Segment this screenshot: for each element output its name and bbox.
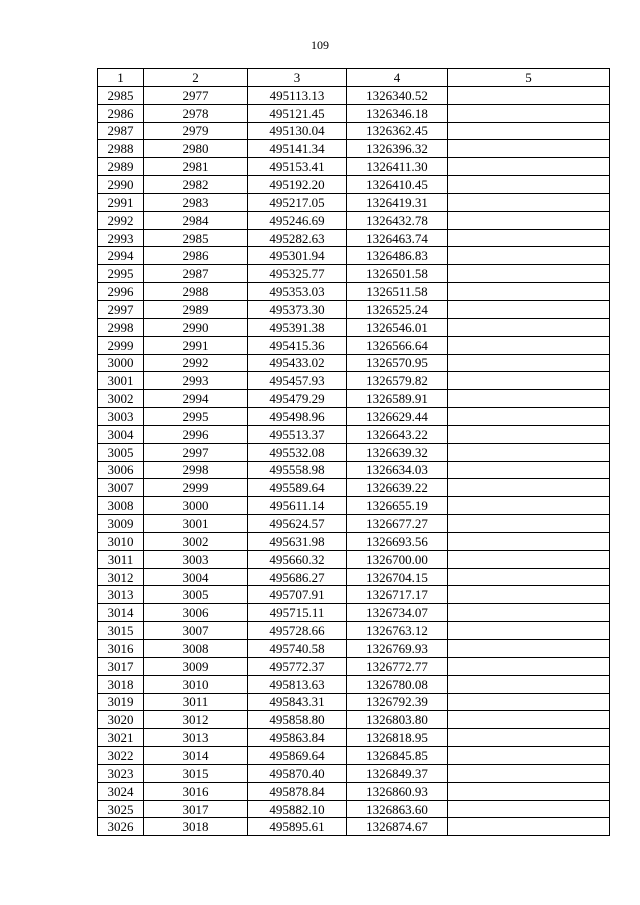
- y-coordinate-cell: 1326818.95: [347, 729, 448, 747]
- x-coordinate-cell: 495532.08: [248, 443, 347, 461]
- note-cell: [448, 211, 610, 229]
- header-row: [98, 69, 610, 87]
- y-coordinate-cell: 1326396.32: [347, 140, 448, 158]
- row-number-cell: 3016: [98, 640, 144, 658]
- row-number-cell: 2995: [98, 265, 144, 283]
- row-number-cell: 3014: [98, 604, 144, 622]
- row-number-cell: 2991: [98, 193, 144, 211]
- table-row: [98, 568, 610, 586]
- table-row: [98, 782, 610, 800]
- table-row: [98, 443, 610, 461]
- point-number-cell: 2981: [144, 158, 248, 176]
- y-coordinate-cell: 1326734.07: [347, 604, 448, 622]
- point-number-cell: 2979: [144, 122, 248, 140]
- note-cell: [448, 443, 610, 461]
- note-cell: [448, 461, 610, 479]
- y-coordinate-cell: 1326501.58: [347, 265, 448, 283]
- point-number-cell: 2989: [144, 300, 248, 318]
- point-number-cell: 3000: [144, 497, 248, 515]
- y-coordinate-cell: 1326629.44: [347, 408, 448, 426]
- note-cell: [448, 265, 610, 283]
- table-row: [98, 372, 610, 390]
- row-number-cell: 3000: [98, 354, 144, 372]
- x-coordinate-cell: 495153.41: [248, 158, 347, 176]
- y-coordinate-cell: 1326845.85: [347, 747, 448, 765]
- table-row: [98, 229, 610, 247]
- row-number-cell: 3021: [98, 729, 144, 747]
- point-number-cell: 3010: [144, 675, 248, 693]
- point-number-cell: 2985: [144, 229, 248, 247]
- point-number-cell: 2993: [144, 372, 248, 390]
- note-cell: [448, 764, 610, 782]
- table-row: [98, 354, 610, 372]
- note-cell: [448, 532, 610, 550]
- x-coordinate-cell: 495589.64: [248, 479, 347, 497]
- x-coordinate-cell: 495707.91: [248, 586, 347, 604]
- note-cell: [448, 300, 610, 318]
- x-coordinate-cell: 495728.66: [248, 622, 347, 640]
- x-coordinate-cell: 495391.38: [248, 318, 347, 336]
- page-number: 109: [311, 38, 329, 52]
- point-number-cell: 3014: [144, 747, 248, 765]
- x-coordinate-cell: 495843.31: [248, 693, 347, 711]
- header-cell-5: 5: [448, 69, 610, 87]
- note-cell: [448, 336, 610, 354]
- y-coordinate-cell: 1326769.93: [347, 640, 448, 658]
- y-coordinate-cell: 1326419.31: [347, 193, 448, 211]
- table-body: [98, 86, 610, 835]
- row-number-cell: 3003: [98, 408, 144, 426]
- note-cell: [448, 122, 610, 140]
- point-number-cell: 2995: [144, 408, 248, 426]
- note-cell: [448, 515, 610, 533]
- row-number-cell: 3006: [98, 461, 144, 479]
- note-cell: [448, 729, 610, 747]
- row-number-cell: 3026: [98, 818, 144, 836]
- x-coordinate-cell: 495558.98: [248, 461, 347, 479]
- note-cell: [448, 818, 610, 836]
- x-coordinate-cell: 495433.02: [248, 354, 347, 372]
- row-number-cell: 2998: [98, 318, 144, 336]
- row-number-cell: 3005: [98, 443, 144, 461]
- note-cell: [448, 140, 610, 158]
- point-number-cell: 3007: [144, 622, 248, 640]
- note-cell: [448, 675, 610, 693]
- row-number-cell: 2997: [98, 300, 144, 318]
- row-number-cell: 3001: [98, 372, 144, 390]
- y-coordinate-cell: 1326411.30: [347, 158, 448, 176]
- y-coordinate-cell: 1326860.93: [347, 782, 448, 800]
- y-coordinate-cell: 1326340.52: [347, 86, 448, 104]
- x-coordinate-cell: 495130.04: [248, 122, 347, 140]
- point-number-cell: 3011: [144, 693, 248, 711]
- note-cell: [448, 711, 610, 729]
- note-cell: [448, 640, 610, 658]
- y-coordinate-cell: 1326546.01: [347, 318, 448, 336]
- header-cell-1: 1: [98, 69, 144, 87]
- note-cell: [448, 86, 610, 104]
- table-row: [98, 336, 610, 354]
- x-coordinate-cell: 495415.36: [248, 336, 347, 354]
- y-coordinate-cell: 1326579.82: [347, 372, 448, 390]
- y-coordinate-cell: 1326566.64: [347, 336, 448, 354]
- table-row: [98, 211, 610, 229]
- table-row: [98, 675, 610, 693]
- table-row: [98, 479, 610, 497]
- note-cell: [448, 104, 610, 122]
- note-cell: [448, 800, 610, 818]
- table-row: [98, 247, 610, 265]
- y-coordinate-cell: 1326634.03: [347, 461, 448, 479]
- note-cell: [448, 657, 610, 675]
- point-number-cell: 3018: [144, 818, 248, 836]
- point-number-cell: 2998: [144, 461, 248, 479]
- note-cell: [448, 372, 610, 390]
- note-cell: [448, 193, 610, 211]
- row-number-cell: 3009: [98, 515, 144, 533]
- y-coordinate-cell: 1326639.32: [347, 443, 448, 461]
- note-cell: [448, 176, 610, 194]
- row-number-cell: 3013: [98, 586, 144, 604]
- x-coordinate-cell: 495870.40: [248, 764, 347, 782]
- point-number-cell: 2992: [144, 354, 248, 372]
- row-number-cell: 3002: [98, 390, 144, 408]
- x-coordinate-cell: 495113.13: [248, 86, 347, 104]
- note-cell: [448, 479, 610, 497]
- row-number-cell: 3015: [98, 622, 144, 640]
- note-cell: [448, 229, 610, 247]
- table-row: [98, 657, 610, 675]
- row-number-cell: 3018: [98, 675, 144, 693]
- point-number-cell: 3001: [144, 515, 248, 533]
- point-number-cell: 2999: [144, 479, 248, 497]
- note-cell: [448, 390, 610, 408]
- row-number-cell: 2994: [98, 247, 144, 265]
- point-number-cell: 3002: [144, 532, 248, 550]
- y-coordinate-cell: 1326410.45: [347, 176, 448, 194]
- table-row: [98, 497, 610, 515]
- x-coordinate-cell: 495246.69: [248, 211, 347, 229]
- row-number-cell: 3017: [98, 657, 144, 675]
- row-number-cell: 2987: [98, 122, 144, 140]
- row-number-cell: 3019: [98, 693, 144, 711]
- y-coordinate-cell: 1326700.00: [347, 550, 448, 568]
- table-row: [98, 640, 610, 658]
- point-number-cell: 3006: [144, 604, 248, 622]
- x-coordinate-cell: 495813.63: [248, 675, 347, 693]
- y-coordinate-cell: 1326432.78: [347, 211, 448, 229]
- table-row: [98, 104, 610, 122]
- x-coordinate-cell: 495141.34: [248, 140, 347, 158]
- y-coordinate-cell: 1326763.12: [347, 622, 448, 640]
- header-cell-3: 3: [248, 69, 347, 87]
- point-number-cell: 2987: [144, 265, 248, 283]
- note-cell: [448, 550, 610, 568]
- x-coordinate-cell: 495858.80: [248, 711, 347, 729]
- point-number-cell: 2991: [144, 336, 248, 354]
- y-coordinate-cell: 1326792.39: [347, 693, 448, 711]
- x-coordinate-cell: 495217.05: [248, 193, 347, 211]
- note-cell: [448, 568, 610, 586]
- y-coordinate-cell: 1326346.18: [347, 104, 448, 122]
- y-coordinate-cell: 1326717.17: [347, 586, 448, 604]
- x-coordinate-cell: 495869.64: [248, 747, 347, 765]
- table-row: [98, 604, 610, 622]
- row-number-cell: 2986: [98, 104, 144, 122]
- row-number-cell: 3007: [98, 479, 144, 497]
- note-cell: [448, 604, 610, 622]
- table-row: [98, 390, 610, 408]
- y-coordinate-cell: 1326780.08: [347, 675, 448, 693]
- note-cell: [448, 318, 610, 336]
- x-coordinate-cell: 495772.37: [248, 657, 347, 675]
- note-cell: [448, 408, 610, 426]
- x-coordinate-cell: 495282.63: [248, 229, 347, 247]
- x-coordinate-cell: 495121.45: [248, 104, 347, 122]
- y-coordinate-cell: 1326704.15: [347, 568, 448, 586]
- point-number-cell: 2984: [144, 211, 248, 229]
- table-row: [98, 711, 610, 729]
- note-cell: [448, 247, 610, 265]
- note-cell: [448, 622, 610, 640]
- point-number-cell: 3017: [144, 800, 248, 818]
- x-coordinate-cell: 495513.37: [248, 425, 347, 443]
- point-number-cell: 3015: [144, 764, 248, 782]
- table-row: [98, 408, 610, 426]
- y-coordinate-cell: 1326570.95: [347, 354, 448, 372]
- y-coordinate-cell: 1326643.22: [347, 425, 448, 443]
- y-coordinate-cell: 1326362.45: [347, 122, 448, 140]
- table-row: [98, 461, 610, 479]
- note-cell: [448, 693, 610, 711]
- x-coordinate-cell: 495895.61: [248, 818, 347, 836]
- y-coordinate-cell: 1326589.91: [347, 390, 448, 408]
- table-row: [98, 425, 610, 443]
- x-coordinate-cell: 495715.11: [248, 604, 347, 622]
- table-row: [98, 283, 610, 301]
- row-number-cell: 2988: [98, 140, 144, 158]
- table-row: [98, 586, 610, 604]
- note-cell: [448, 782, 610, 800]
- y-coordinate-cell: 1326772.77: [347, 657, 448, 675]
- point-number-cell: 3013: [144, 729, 248, 747]
- table-row: [98, 532, 610, 550]
- x-coordinate-cell: 495882.10: [248, 800, 347, 818]
- row-number-cell: 2990: [98, 176, 144, 194]
- row-number-cell: 3010: [98, 532, 144, 550]
- point-number-cell: 2983: [144, 193, 248, 211]
- row-number-cell: 2993: [98, 229, 144, 247]
- y-coordinate-cell: 1326639.22: [347, 479, 448, 497]
- table-row: [98, 550, 610, 568]
- x-coordinate-cell: 495878.84: [248, 782, 347, 800]
- point-number-cell: 2986: [144, 247, 248, 265]
- y-coordinate-cell: 1326677.27: [347, 515, 448, 533]
- note-cell: [448, 497, 610, 515]
- point-number-cell: 3008: [144, 640, 248, 658]
- row-number-cell: 2989: [98, 158, 144, 176]
- point-number-cell: 3003: [144, 550, 248, 568]
- row-number-cell: 3008: [98, 497, 144, 515]
- coordinates-table: [97, 68, 610, 836]
- table-row: [98, 747, 610, 765]
- row-number-cell: 3020: [98, 711, 144, 729]
- x-coordinate-cell: 495479.29: [248, 390, 347, 408]
- point-number-cell: 2996: [144, 425, 248, 443]
- y-coordinate-cell: 1326849.37: [347, 764, 448, 782]
- point-number-cell: 2997: [144, 443, 248, 461]
- x-coordinate-cell: 495686.27: [248, 568, 347, 586]
- table-row: [98, 764, 610, 782]
- point-number-cell: 3016: [144, 782, 248, 800]
- row-number-cell: 3023: [98, 764, 144, 782]
- row-number-cell: 2992: [98, 211, 144, 229]
- header-cell-4: 4: [347, 69, 448, 87]
- table-row: [98, 729, 610, 747]
- x-coordinate-cell: 495631.98: [248, 532, 347, 550]
- x-coordinate-cell: 495301.94: [248, 247, 347, 265]
- x-coordinate-cell: 495325.77: [248, 265, 347, 283]
- note-cell: [448, 586, 610, 604]
- row-number-cell: 3004: [98, 425, 144, 443]
- note-cell: [448, 747, 610, 765]
- note-cell: [448, 158, 610, 176]
- row-number-cell: 3025: [98, 800, 144, 818]
- y-coordinate-cell: 1326803.80: [347, 711, 448, 729]
- table-row: [98, 622, 610, 640]
- table-row: [98, 158, 610, 176]
- y-coordinate-cell: 1326463.74: [347, 229, 448, 247]
- y-coordinate-cell: 1326693.56: [347, 532, 448, 550]
- point-number-cell: 3005: [144, 586, 248, 604]
- table-row: [98, 140, 610, 158]
- table-row: [98, 193, 610, 211]
- note-cell: [448, 354, 610, 372]
- row-number-cell: 3022: [98, 747, 144, 765]
- point-number-cell: 2994: [144, 390, 248, 408]
- y-coordinate-cell: 1326863.60: [347, 800, 448, 818]
- y-coordinate-cell: 1326655.19: [347, 497, 448, 515]
- point-number-cell: 2990: [144, 318, 248, 336]
- y-coordinate-cell: 1326874.67: [347, 818, 448, 836]
- point-number-cell: 2980: [144, 140, 248, 158]
- point-number-cell: 3009: [144, 657, 248, 675]
- note-cell: [448, 425, 610, 443]
- point-number-cell: 2988: [144, 283, 248, 301]
- table-row: [98, 693, 610, 711]
- x-coordinate-cell: 495863.84: [248, 729, 347, 747]
- point-number-cell: 2977: [144, 86, 248, 104]
- table-row: [98, 176, 610, 194]
- table-row: [98, 265, 610, 283]
- point-number-cell: 3012: [144, 711, 248, 729]
- y-coordinate-cell: 1326525.24: [347, 300, 448, 318]
- row-number-cell: 3024: [98, 782, 144, 800]
- x-coordinate-cell: 495624.57: [248, 515, 347, 533]
- x-coordinate-cell: 495457.93: [248, 372, 347, 390]
- row-number-cell: 3011: [98, 550, 144, 568]
- table-header: [98, 69, 610, 87]
- note-cell: [448, 283, 610, 301]
- x-coordinate-cell: 495373.30: [248, 300, 347, 318]
- row-number-cell: 2996: [98, 283, 144, 301]
- y-coordinate-cell: 1326511.58: [347, 283, 448, 301]
- table-row: [98, 515, 610, 533]
- y-coordinate-cell: 1326486.83: [347, 247, 448, 265]
- x-coordinate-cell: 495498.96: [248, 408, 347, 426]
- table-row: [98, 818, 610, 836]
- x-coordinate-cell: 495192.20: [248, 176, 347, 194]
- point-number-cell: 3004: [144, 568, 248, 586]
- table-row: [98, 318, 610, 336]
- table-row: [98, 300, 610, 318]
- point-number-cell: 2978: [144, 104, 248, 122]
- row-number-cell: 3012: [98, 568, 144, 586]
- row-number-cell: 2985: [98, 86, 144, 104]
- table-row: [98, 800, 610, 818]
- point-number-cell: 2982: [144, 176, 248, 194]
- x-coordinate-cell: 495660.32: [248, 550, 347, 568]
- row-number-cell: 2999: [98, 336, 144, 354]
- table-row: [98, 122, 610, 140]
- header-cell-2: 2: [144, 69, 248, 87]
- x-coordinate-cell: 495353.03: [248, 283, 347, 301]
- x-coordinate-cell: 495740.58: [248, 640, 347, 658]
- table-row: [98, 86, 610, 104]
- x-coordinate-cell: 495611.14: [248, 497, 347, 515]
